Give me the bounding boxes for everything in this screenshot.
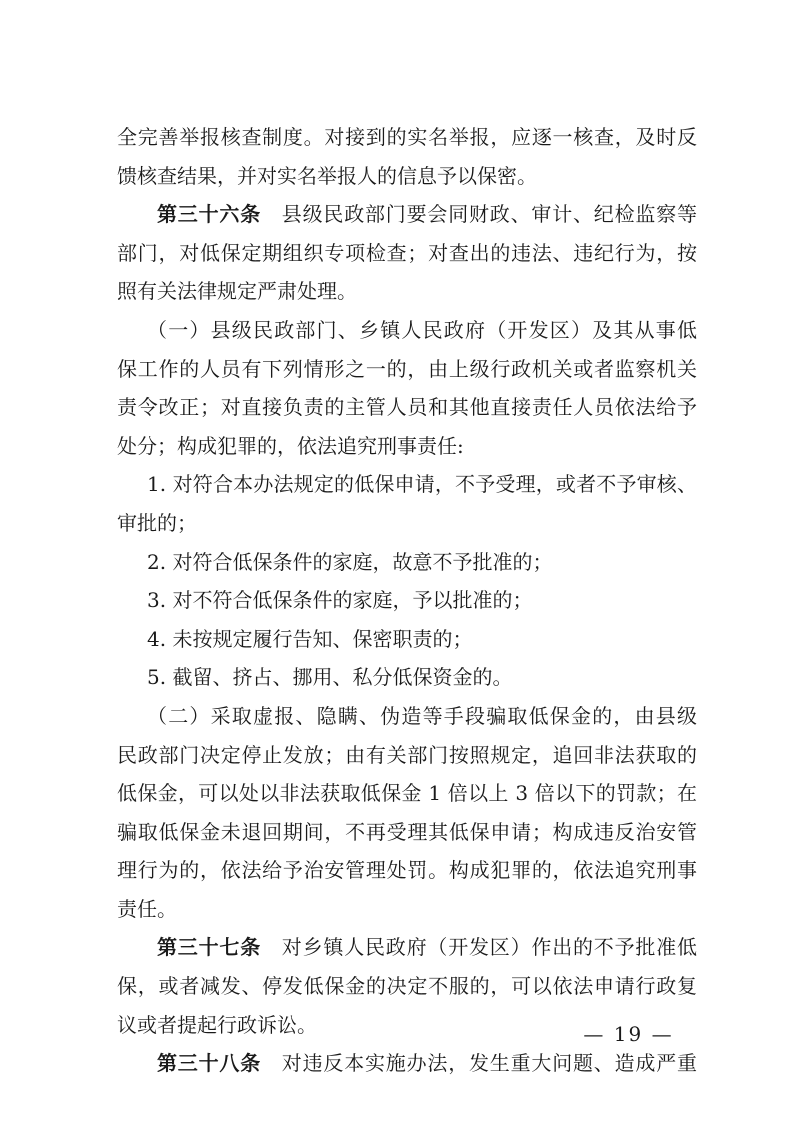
text-line (117, 1044, 697, 1083)
text-line: 处分；构成犯罪的，依法追究刑事责任: (117, 433, 464, 458)
text-line: （一）县级民政部门、乡镇人民政府（开发区）及其从事低 (147, 317, 697, 342)
text-line: 馈核查结果，并对实名举报人的信息予以保密。 (117, 163, 537, 188)
text-line: 保，或者减发、停发低保金的决定不服的，可以依法申请行政复 (117, 974, 697, 999)
text-line: 2. 对符合低保条件的家庭，故意不予批准的； (147, 549, 553, 574)
text-line: 3. 对不符合低保条件的家庭，予以批准的； (147, 588, 533, 613)
text-line: 部门，对低保定期组织专项检查；对查出的违法、违纪行为，按 (117, 240, 697, 265)
document-body (117, 118, 697, 1083)
text-line: 议或者提起行政诉讼。 (117, 1012, 317, 1037)
article-number: 第三十八条 (157, 1051, 261, 1076)
article-number: 第三十六条 (157, 202, 261, 227)
text-line: 1. 对符合本办法规定的低保申请，不予受理，或者不予审核、 (147, 472, 697, 497)
text-line: 理行为的，依法给予治安管理处罚。构成犯罪的，依法追究刑事 (117, 858, 697, 883)
text-line: 全完善举报核查制度。对接到的实名举报，应逐一核查，及时反 (117, 125, 697, 149)
text-line (117, 928, 697, 967)
article-text: 对乡镇人民政府（开发区）作出的不予批准低 (261, 935, 697, 960)
text-line: 责令改正；对直接负责的主管人员和其他直接责任人员依法给予 (117, 395, 697, 420)
article-text: 县级民政部门要会同财政、审计、纪检监察等 (261, 202, 697, 227)
text-line: 民政部门决定停止发放；由有关部门按照规定，追回非法获取的 (117, 742, 697, 767)
text-line: 骗取低保金未退回期间，不再受理其低保申请；构成违反治安管 (117, 819, 697, 844)
text-line: 5. 截留、挤占、挪用、私分低保资金的。 (147, 665, 513, 690)
text-line: 4. 未按规定履行告知、保密职责的； (147, 626, 473, 651)
text-line: （二）采取虚报、隐瞒、伪造等手段骗取低保金的，由县级 (147, 703, 697, 728)
text-line: 责任。 (117, 896, 177, 921)
text-line (117, 195, 697, 234)
text-line: 低保金，可以处以非法获取低保金 1 倍以上 3 倍以下的罚款；在 (117, 781, 697, 806)
page-number: — 19 — (583, 1022, 674, 1046)
article-number: 第三十七条 (157, 935, 261, 960)
text-line: 保工作的人员有下列情形之一的，由上级行政机关或者监察机关 (117, 356, 697, 381)
article-text: 对违反本实施办法，发生重大问题、造成严重 (261, 1051, 697, 1076)
text-line: 审批的； (117, 510, 197, 535)
text-line: 照有关法律规定严肃处理。 (117, 279, 357, 304)
